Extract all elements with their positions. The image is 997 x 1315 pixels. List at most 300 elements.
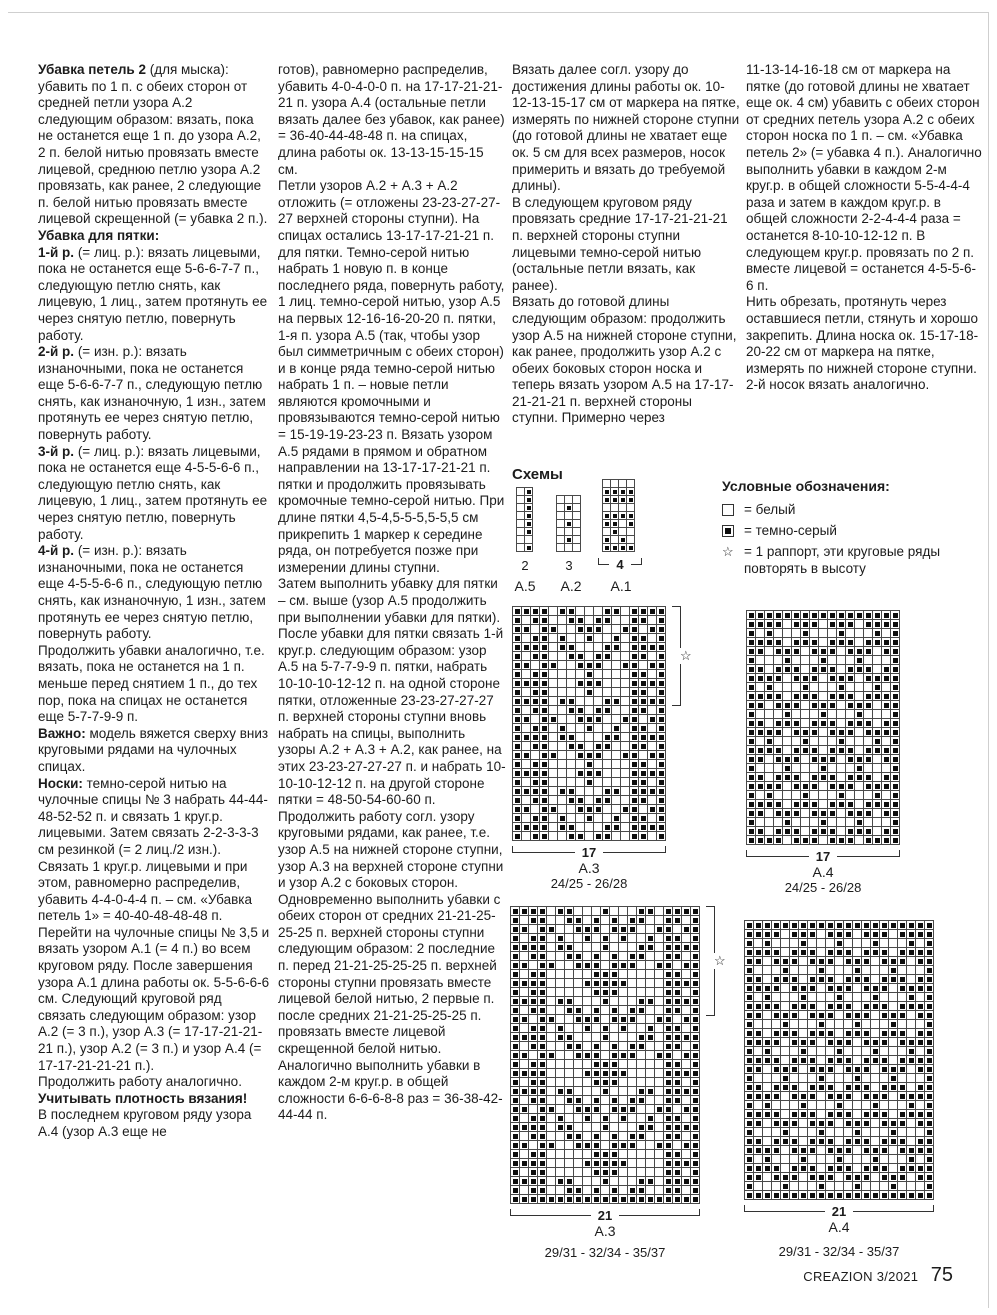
white-stitch-cell <box>808 1182 817 1191</box>
dark-stitch-cell <box>754 1092 763 1101</box>
white-stitch-cell <box>556 1141 565 1150</box>
white-stitch-cell <box>783 620 792 629</box>
dark-stitch-cell <box>783 647 792 656</box>
chart-row <box>745 1056 934 1065</box>
dark-stitch-cell <box>630 670 639 679</box>
dark-stitch-cell <box>853 1191 862 1200</box>
white-stitch-cell <box>612 805 621 814</box>
dark-stitch-cell <box>871 1155 880 1164</box>
dark-stitch-cell <box>781 1182 790 1191</box>
dark-stitch-cell <box>574 925 583 934</box>
dark-stitch-cell <box>673 1087 682 1096</box>
white-stitch-cell <box>889 1056 898 1065</box>
dark-stitch-cell <box>835 1092 844 1101</box>
white-stitch-cell <box>889 1047 898 1056</box>
white-stitch-cell <box>522 760 531 769</box>
repeat-star-icon: ☆ <box>714 953 726 968</box>
white-stitch-cell <box>619 916 628 925</box>
dark-stitch-cell <box>627 512 635 520</box>
dark-stitch-cell <box>525 496 533 504</box>
paragraph <box>38 62 270 228</box>
dark-stitch-cell <box>657 643 666 652</box>
dark-stitch-cell <box>601 1033 610 1042</box>
dark-stitch-cell <box>628 925 637 934</box>
chart-row <box>745 966 934 975</box>
dark-stitch-cell <box>601 1024 610 1033</box>
dark-stitch-cell <box>583 961 592 970</box>
dark-stitch-cell <box>754 1191 763 1200</box>
dark-stitch-cell <box>603 697 612 706</box>
white-stitch-cell <box>557 512 565 520</box>
white-stitch-cell <box>549 814 558 823</box>
white-stitch-cell <box>557 528 565 536</box>
dark-stitch-cell <box>862 1110 871 1119</box>
white-square-icon <box>722 501 744 518</box>
dark-stitch-cell <box>529 916 538 925</box>
chart-row <box>747 836 900 845</box>
dark-stitch-cell <box>783 611 792 620</box>
dark-stitch-cell <box>855 701 864 710</box>
white-stitch-cell <box>621 724 630 733</box>
dark-stitch-cell <box>630 661 639 670</box>
white-stitch-cell <box>871 975 880 984</box>
chart-row <box>745 948 934 957</box>
dark-stitch-cell <box>916 1191 925 1200</box>
dark-stitch-cell <box>603 488 611 496</box>
white-stitch-cell <box>627 536 635 544</box>
dark-stitch-cell <box>603 742 612 751</box>
white-stitch-cell <box>520 1042 529 1051</box>
dark-stitch-cell <box>637 952 646 961</box>
white-stitch-cell <box>603 528 611 536</box>
white-stitch-cell <box>646 916 655 925</box>
dark-stitch-cell <box>531 670 540 679</box>
text-run: После убавки для пятки связать 1-й круг.р. следующим образом: узор А.5 на 5-7-7-9-9 п. пятки, набрать 10-10-10-12-12 п. на одной стороне пятки, отложенные 23-23-27-27-27 п. верхней стороны ступни вновь набрать на спицы, выполнить узоры А.2 + А.3 + А.2, как ранее, на этих 23-23-27-27-27 п. и набрать 10-10-10-12-12 п. на другой стороне пятки = 48-50-54-60-60 п. <box>278 626 506 808</box>
dark-stitch-cell <box>808 1083 817 1092</box>
dark-stitch-cell <box>891 764 900 773</box>
dark-stitch-cell <box>792 773 801 782</box>
white-stitch-cell <box>907 1029 916 1038</box>
dark-stitch-cell <box>531 760 540 769</box>
white-stitch-cell <box>844 1155 853 1164</box>
dark-stitch-cell <box>529 1069 538 1078</box>
dark-stitch-cell <box>745 930 754 939</box>
dark-stitch-cell <box>531 778 540 787</box>
dark-stitch-cell <box>889 966 898 975</box>
dark-stitch-cell <box>790 1173 799 1182</box>
dark-stitch-cell <box>630 787 639 796</box>
white-stitch-cell <box>819 620 828 629</box>
dark-stitch-cell <box>763 1164 772 1173</box>
dark-stitch-cell <box>664 925 673 934</box>
white-stitch-cell <box>889 1164 898 1173</box>
dark-stitch-cell <box>583 1015 592 1024</box>
white-stitch-cell <box>846 629 855 638</box>
paragraph <box>746 62 982 294</box>
dark-stitch-cell <box>525 520 533 528</box>
dark-stitch-cell <box>538 988 547 997</box>
dark-stitch-cell <box>925 1047 934 1056</box>
dark-stitch-cell <box>891 683 900 692</box>
white-stitch-cell <box>790 966 799 975</box>
paragraph <box>38 245 270 345</box>
dark-stitch-cell <box>610 1078 619 1087</box>
dark-stitch-cell <box>639 652 648 661</box>
dark-stitch-cell <box>826 921 835 930</box>
dark-stitch-cell <box>673 988 682 997</box>
white-stitch-cell <box>522 742 531 751</box>
dark-stitch-cell <box>835 1191 844 1200</box>
dark-stitch-cell <box>765 638 774 647</box>
dark-stitch-cell <box>765 629 774 638</box>
dark-stitch-cell <box>862 1164 871 1173</box>
white-stitch-cell <box>573 520 581 528</box>
white-stitch-cell <box>846 683 855 692</box>
dark-stitch-cell <box>864 836 873 845</box>
white-stitch-cell <box>567 670 576 679</box>
dark-stitch-cell <box>565 1006 574 1015</box>
white-stitch-cell <box>637 1168 646 1177</box>
dark-stitch-cell <box>862 1056 871 1065</box>
white-stitch-cell <box>898 966 907 975</box>
dark-stitch-cell <box>603 520 611 528</box>
dark-stitch-cell <box>889 1074 898 1083</box>
bold-text-run: Учитывать плотность вязания! <box>38 1090 248 1106</box>
dark-stitch-cell <box>799 1110 808 1119</box>
white-stitch-cell <box>648 616 657 625</box>
white-stitch-cell <box>583 970 592 979</box>
chart-a1-stitch-count: 4 <box>616 557 624 572</box>
dark-stitch-cell <box>513 661 522 670</box>
white-stitch-cell <box>556 1078 565 1087</box>
dark-stitch-cell <box>792 728 801 737</box>
white-stitch-cell <box>594 607 603 616</box>
dark-stitch-cell <box>682 1177 691 1186</box>
white-stitch-cell <box>576 724 585 733</box>
dark-stitch-cell <box>855 773 864 782</box>
white-stitch-cell <box>601 1015 610 1024</box>
dark-stitch-cell <box>511 970 520 979</box>
chart-row <box>511 916 700 925</box>
white-stitch-cell <box>765 809 774 818</box>
white-stitch-cell <box>792 737 801 746</box>
dark-stitch-cell <box>657 607 666 616</box>
white-stitch-cell <box>916 1101 925 1110</box>
paragraph <box>38 726 270 776</box>
dark-stitch-cell <box>810 809 819 818</box>
paragraph <box>278 178 506 576</box>
dark-stitch-cell <box>781 1065 790 1074</box>
white-stitch-cell <box>585 652 594 661</box>
chart-a1-grid <box>602 479 635 552</box>
dark-stitch-cell <box>585 769 594 778</box>
dark-stitch-cell <box>538 1024 547 1033</box>
chart-row <box>557 512 581 520</box>
repeat-bracket <box>706 906 726 1016</box>
dark-stitch-cell <box>513 706 522 715</box>
white-stitch-cell <box>898 1128 907 1137</box>
white-stitch-cell <box>585 706 594 715</box>
white-stitch-cell <box>619 1096 628 1105</box>
dark-stitch-cell <box>898 1164 907 1173</box>
dark-stitch-cell <box>691 1186 700 1195</box>
white-stitch-cell <box>907 1011 916 1020</box>
dark-stitch-cell <box>817 1137 826 1146</box>
white-stitch-cell <box>873 773 882 782</box>
white-stitch-cell <box>627 504 635 512</box>
chart-row <box>517 512 533 520</box>
dark-stitch-cell <box>835 921 844 930</box>
dark-stitch-cell <box>835 1056 844 1065</box>
dark-stitch-cell <box>637 1096 646 1105</box>
white-stitch-cell <box>558 760 567 769</box>
white-stitch-cell <box>520 952 529 961</box>
dark-stitch-cell <box>810 719 819 728</box>
dark-stitch-cell <box>619 961 628 970</box>
white-stitch-cell <box>873 647 882 656</box>
dark-stitch-cell <box>907 1056 916 1065</box>
dark-stitch-cell <box>790 1092 799 1101</box>
dark-stitch-cell <box>513 805 522 814</box>
dark-stitch-cell <box>898 1110 907 1119</box>
dark-stitch-cell <box>610 1168 619 1177</box>
bold-text-run: 1-й р. <box>38 244 78 260</box>
chart-row <box>511 997 700 1006</box>
bold-text-run: Убавка петель 2 <box>38 62 150 77</box>
white-stitch-cell <box>774 710 783 719</box>
dark-stitch-cell <box>648 805 657 814</box>
dark-stitch-cell <box>513 778 522 787</box>
white-stitch-cell <box>781 1056 790 1065</box>
dark-stitch-cell <box>891 809 900 818</box>
dark-stitch-cell <box>691 1087 700 1096</box>
chart-row <box>513 643 666 652</box>
dark-stitch-cell <box>837 746 846 755</box>
dark-stitch-cell <box>639 823 648 832</box>
white-stitch-cell <box>835 957 844 966</box>
dark-stitch-cell <box>601 997 610 1006</box>
dark-stitch-cell <box>826 1056 835 1065</box>
dark-stitch-cell <box>594 625 603 634</box>
dark-stitch-cell <box>565 952 574 961</box>
bracket-bottom <box>672 664 681 706</box>
chart-a1-name: А.1 <box>610 578 632 594</box>
dark-stitch-cell <box>745 939 754 948</box>
dark-stitch-cell <box>862 1038 871 1047</box>
white-stitch-cell <box>637 1105 646 1114</box>
dark-stitch-cell <box>594 832 603 841</box>
dark-stitch-cell <box>619 1069 628 1078</box>
chart-row <box>745 939 934 948</box>
dark-stitch-cell <box>540 751 549 760</box>
dark-stitch-cell <box>799 1155 808 1164</box>
dark-stitch-cell <box>529 1177 538 1186</box>
white-stitch-cell <box>853 1038 862 1047</box>
dark-stitch-cell <box>835 1110 844 1119</box>
dark-stitch-cell <box>801 836 810 845</box>
dark-stitch-cell <box>511 943 520 952</box>
white-stitch-cell <box>765 719 774 728</box>
dark-stitch-cell <box>882 719 891 728</box>
dark-stitch-cell <box>810 773 819 782</box>
white-stitch-cell <box>592 934 601 943</box>
white-stitch-cell <box>682 1006 691 1015</box>
dark-stitch-cell <box>799 1191 808 1200</box>
dark-stitch-cell <box>873 638 882 647</box>
dark-stitch-cell <box>673 1168 682 1177</box>
dark-stitch-cell <box>882 647 891 656</box>
bold-text-run: Важно: <box>38 725 90 741</box>
white-stitch-cell <box>567 724 576 733</box>
dark-stitch-cell <box>826 975 835 984</box>
dark-stitch-cell <box>808 1191 817 1200</box>
dark-stitch-cell <box>844 1038 853 1047</box>
dark-stitch-cell <box>754 1137 763 1146</box>
dark-stitch-cell <box>601 1177 610 1186</box>
dark-stitch-cell <box>745 1074 754 1083</box>
dark-stitch-cell <box>844 1146 853 1155</box>
white-stitch-cell <box>853 984 862 993</box>
white-stitch-cell <box>817 1002 826 1011</box>
chart-a4-17-grid <box>746 610 900 845</box>
chart-row <box>557 496 581 504</box>
white-stitch-cell <box>621 787 630 796</box>
white-stitch-cell <box>637 1060 646 1069</box>
chart-row <box>511 1042 700 1051</box>
dark-stitch-cell <box>610 961 619 970</box>
dark-stitch-cell <box>835 1155 844 1164</box>
dark-stitch-cell <box>513 643 522 652</box>
dark-stitch-cell <box>630 652 639 661</box>
chart-row <box>557 544 581 552</box>
dark-stitch-cell <box>630 625 639 634</box>
dark-stitch-cell <box>646 1123 655 1132</box>
white-stitch-cell <box>846 791 855 800</box>
dark-stitch-cell <box>655 1051 664 1060</box>
white-stitch-cell <box>682 1186 691 1195</box>
dark-stitch-cell <box>576 652 585 661</box>
white-stitch-cell <box>844 1182 853 1191</box>
white-stitch-cell <box>603 480 611 488</box>
dark-stitch-cell <box>648 751 657 760</box>
white-stitch-cell <box>576 760 585 769</box>
dark-stitch-cell <box>765 746 774 755</box>
dark-stitch-cell <box>682 997 691 1006</box>
dark-stitch-cell <box>630 832 639 841</box>
white-stitch-cell <box>871 1065 880 1074</box>
text-run: Вязать до готовой длины следующим образом: продолжить узор А.5 на нижней стороне ступни, как ранее, продолжить узор А.2 с обеих боковых сторон носка и теперь вязать узором А.5 на 17-17-21-21-21 п. верхней стороны ступни. Примерно через <box>512 294 737 426</box>
white-stitch-cell <box>592 1177 601 1186</box>
paragraph <box>38 925 270 1074</box>
dark-stitch-cell <box>810 638 819 647</box>
white-stitch-cell <box>844 993 853 1002</box>
dark-stitch-cell <box>565 1132 574 1141</box>
dark-stitch-cell <box>628 1195 637 1204</box>
dark-stitch-cell <box>630 724 639 733</box>
dark-stitch-cell <box>639 778 648 787</box>
dark-stitch-cell <box>754 948 763 957</box>
white-stitch-cell <box>556 1015 565 1024</box>
dark-stitch-cell <box>846 755 855 764</box>
white-stitch-cell <box>792 683 801 692</box>
dark-stitch-cell <box>792 755 801 764</box>
white-stitch-cell <box>655 1042 664 1051</box>
white-stitch-cell <box>529 961 538 970</box>
dark-stitch-cell <box>611 512 619 520</box>
dark-stitch-cell <box>862 1119 871 1128</box>
dark-stitch-cell <box>657 733 666 742</box>
dark-stitch-cell <box>540 706 549 715</box>
dark-stitch-cell <box>772 1191 781 1200</box>
white-stitch-cell <box>522 778 531 787</box>
white-stitch-cell <box>864 737 873 746</box>
dark-stitch-cell <box>540 670 549 679</box>
white-stitch-cell <box>801 656 810 665</box>
dark-stitch-cell <box>601 1195 610 1204</box>
white-stitch-cell <box>556 988 565 997</box>
white-stitch-cell <box>612 715 621 724</box>
white-stitch-cell <box>846 764 855 773</box>
white-stitch-cell <box>835 1137 844 1146</box>
dark-stitch-cell <box>819 773 828 782</box>
dark-stitch-cell <box>664 1168 673 1177</box>
dark-stitch-cell <box>630 769 639 778</box>
dark-stitch-cell <box>630 814 639 823</box>
white-stitch-cell <box>799 975 808 984</box>
dark-stitch-cell <box>790 948 799 957</box>
dark-stitch-cell <box>774 836 783 845</box>
white-stitch-cell <box>619 970 628 979</box>
dark-stitch-cell <box>781 921 790 930</box>
dark-stitch-cell <box>745 1002 754 1011</box>
dark-stitch-cell <box>538 1168 547 1177</box>
white-stitch-cell <box>628 1060 637 1069</box>
white-stitch-cell <box>628 907 637 916</box>
dark-stitch-cell <box>862 1065 871 1074</box>
white-stitch-cell <box>585 643 594 652</box>
dark-stitch-cell <box>835 1146 844 1155</box>
dark-stitch-cell <box>907 948 916 957</box>
white-stitch-cell <box>873 755 882 764</box>
dark-stitch-cell <box>756 611 765 620</box>
dark-stitch-cell <box>592 979 601 988</box>
dark-stitch-cell <box>538 1051 547 1060</box>
dark-stitch-cell <box>864 647 873 656</box>
dark-stitch-cell <box>882 638 891 647</box>
dark-stitch-cell <box>846 746 855 755</box>
dark-stitch-cell <box>592 1060 601 1069</box>
dark-stitch-cell <box>810 665 819 674</box>
dark-stitch-cell <box>664 1051 673 1060</box>
dark-stitch-cell <box>853 1065 862 1074</box>
white-stitch-cell <box>799 966 808 975</box>
dark-stitch-cell <box>889 1119 898 1128</box>
dark-stitch-cell <box>619 512 627 520</box>
chart-row <box>747 710 900 719</box>
dark-stitch-cell <box>691 1024 700 1033</box>
white-stitch-cell <box>774 818 783 827</box>
white-stitch-cell <box>648 670 657 679</box>
white-stitch-cell <box>558 715 567 724</box>
white-stitch-cell <box>619 1042 628 1051</box>
dark-stitch-cell <box>846 782 855 791</box>
dark-stitch-cell <box>538 970 547 979</box>
dark-stitch-cell <box>630 607 639 616</box>
chart-row <box>511 1105 700 1114</box>
chart-row <box>747 800 900 809</box>
white-stitch-cell <box>682 1060 691 1069</box>
dark-stitch-cell <box>664 1024 673 1033</box>
